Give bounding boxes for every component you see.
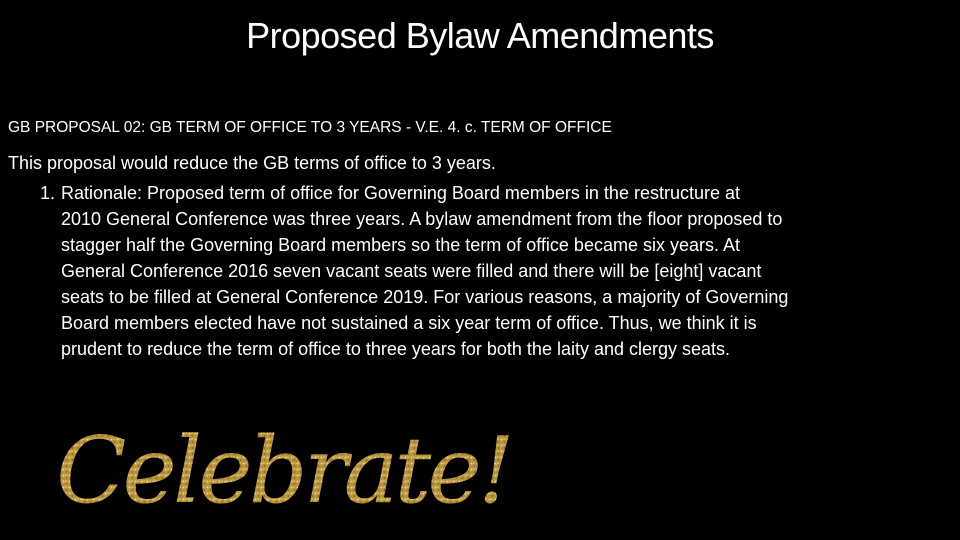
rationale-text: [61, 180, 952, 362]
proposal-heading: GB PROPOSAL 02: GB TERM OF OFFICE TO 3 YEARS - V.E. 4. c. TERM OF OFFICE: [8, 119, 612, 136]
celebrate-text: Celebrate!: [56, 417, 511, 524]
celebrate-script-graphic: [50, 402, 511, 530]
rationale-line: General Conference 2016 seven vacant seats were filled and there will be [eight] vacant: [61, 261, 762, 281]
rationale-line: seats to be filled at General Conference 2019. For various reasons, a majority of Governing: [61, 287, 789, 307]
proposal-intro: This proposal would reduce the GB terms of office to 3 years.: [8, 153, 496, 173]
list-number: 1.: [40, 183, 56, 203]
rationale-line: stagger half the Governing Board members so the term of office became six years. At: [61, 235, 740, 255]
rationale-line: Board members elected have not sustained a six year term of office. Thus, we think it is: [61, 313, 757, 333]
rationale-list-item: [40, 180, 952, 362]
slide-title: Proposed Bylaw Amendments: [246, 15, 714, 56]
rationale-line: prudent to reduce the term of office to three years for both the laity and clergy seats.: [61, 339, 731, 359]
rationale-line: Rationale: Proposed term of office for Governing Board members in the restructure at: [61, 183, 740, 203]
rationale-line: 2010 General Conference was three years. A bylaw amendment from the floor proposed to: [61, 209, 783, 229]
